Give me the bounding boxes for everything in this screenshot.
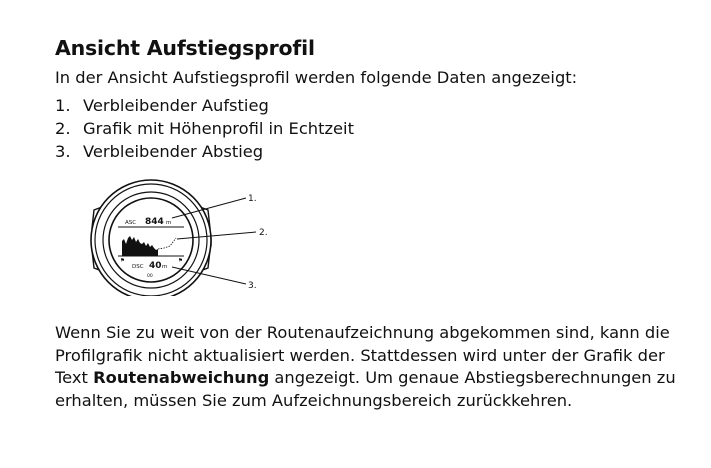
paragraph-text-start: Wenn Sie zu weit von der Routenaufzeichnung abgekommen sind, kann die Profilgrafik nicht aktualisiert werden. Stattdessen wird unter der Grafik der Text (55, 323, 670, 388)
watch-illustration (80, 176, 280, 296)
body-paragraph (55, 322, 695, 413)
paragraph-text-end: angezeigt. Um genaue Abstiegsberechnungen zu erhalten, müssen Sie zum Aufzeichnungsbereich zurückkehren. (55, 368, 676, 411)
list-item (55, 96, 354, 119)
list-item (55, 142, 354, 165)
routenabweichung-term: Routenabweichung (93, 368, 270, 388)
section-heading: Ansicht Aufstiegsprofil (55, 36, 315, 60)
display-bottom-label: 00 (147, 274, 153, 279)
start-flag-icon: ⚑ (120, 258, 125, 264)
finish-flag-icon: ⚑ (178, 258, 183, 264)
list-item-text: Verbleibender Abstieg (83, 142, 264, 161)
callout-label-3: 3. (248, 281, 257, 291)
asc-value: 844 (145, 217, 164, 227)
data-list (55, 96, 354, 165)
list-item-number: 2. (55, 119, 71, 138)
list-item-text: Grafik mit Höhenprofil in Echtzeit (83, 119, 354, 138)
list-item (55, 119, 354, 142)
list-item-number: 3. (55, 142, 71, 161)
asc-unit: m (166, 220, 172, 226)
dsc-value: 40 (149, 261, 162, 271)
callout-label-2: 2. (259, 228, 268, 238)
dsc-label: DSC (132, 264, 144, 270)
asc-label: ASC (125, 220, 137, 226)
watch-drawing (80, 176, 280, 296)
list-item-number: 1. (55, 96, 71, 115)
intro-text: In der Ansicht Aufstiegsprofil werden folgende Daten angezeigt: (55, 68, 578, 87)
list-item-text: Verbleibender Aufstieg (83, 96, 269, 115)
dsc-unit: m (162, 264, 168, 270)
callout-label-1: 1. (248, 194, 257, 204)
